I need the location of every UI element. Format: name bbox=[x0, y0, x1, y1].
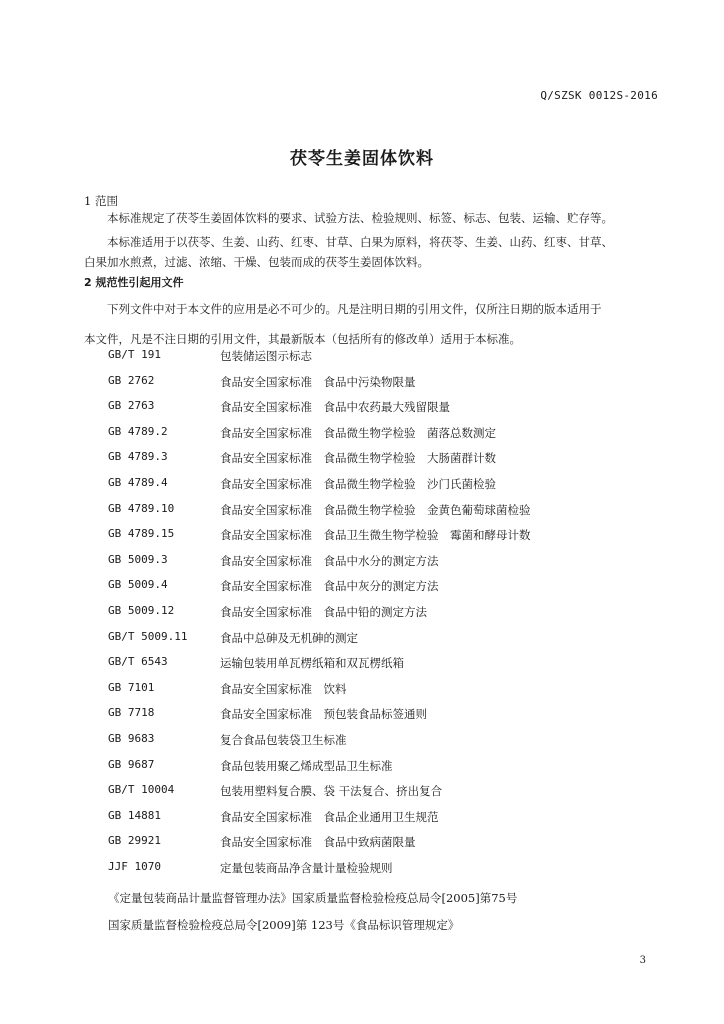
reference-code: GB 5009.4 bbox=[108, 578, 168, 592]
standard-code: Q/SZSK 0012S-2016 bbox=[540, 89, 658, 102]
reference-code: GB 5009.12 bbox=[108, 604, 175, 617]
reference-name: 食品安全国家标准 食品中污染物限量 bbox=[220, 374, 416, 389]
reference-code: GB 2762 bbox=[108, 373, 155, 387]
reference-name: 食品包装用聚乙烯成型品卫生标准 bbox=[220, 758, 393, 773]
reference-name: 食品安全国家标准 预包装食品标签通则 bbox=[220, 707, 427, 722]
reference-code: GB 14881 bbox=[108, 808, 161, 822]
section-1-paragraph-1: 本标准规定了茯苓生姜固体饮料的要求、试验方法、检验规则、标签、标志、包装、运输、贮存等。 bbox=[107, 211, 613, 225]
reference-name: 食品安全国家标准 饮料 bbox=[220, 681, 347, 696]
reference-code: GB 4789.4 bbox=[108, 476, 168, 489]
reference-name: 食品安全国家标准 食品微生物学检验 菌落总数测定 bbox=[220, 425, 496, 440]
reference-code: GB/T 10004 bbox=[108, 783, 175, 797]
reference-name: 食品安全国家标准 食品企业通用卫生规范 bbox=[220, 809, 439, 824]
reference-name: 食品安全国家标准 食品微生物学检验 沙门氏菌检验 bbox=[220, 477, 496, 491]
reference-code: JJF 1070 bbox=[108, 860, 161, 873]
reference-code: GB 29921 bbox=[108, 834, 161, 848]
document-title: 茯苓生姜固体饮料 bbox=[290, 149, 434, 169]
reference-code: GB/T 6543 bbox=[108, 655, 168, 669]
reference-code: GB 4789.2 bbox=[108, 424, 168, 438]
reference-name: 食品安全国家标准 食品中铅的测定方法 bbox=[220, 605, 427, 619]
reference-code: GB/T 191 bbox=[108, 348, 161, 361]
reference-name: 食品安全国家标准 食品中水分的测定方法 bbox=[220, 553, 439, 568]
reference-name: 食品安全国家标准 食品中灰分的测定方法 bbox=[220, 579, 439, 594]
reference-name: 包装储运图示标志 bbox=[220, 349, 312, 363]
reference-code: GB/T 5009.11 bbox=[108, 629, 188, 643]
reference-name: 食品安全国家标准 食品中致病菌限量 bbox=[220, 835, 416, 850]
reference-code: GB 2763 bbox=[108, 399, 155, 413]
page-number: 3 bbox=[639, 955, 646, 966]
reference-name: 复合食品包装袋卫生标准 bbox=[220, 733, 347, 747]
reference-code: GB 4789.3 bbox=[108, 450, 168, 464]
reference-name: 运输包装用单瓦楞纸箱和双瓦楞纸箱 bbox=[220, 656, 404, 671]
reference-name: 食品安全国家标准 食品微生物学检验 大肠菌群计数 bbox=[220, 451, 496, 466]
reference-name: 定量包装商品净含量计量检验规则 bbox=[220, 861, 393, 875]
reference-code: GB 4789.15 bbox=[108, 527, 175, 541]
reference-code: GB 7718 bbox=[108, 706, 155, 720]
section-2-paragraph: 下列文件中对于本文件的应用是必不可少的。凡是注明日期的引用文件，仅所注日期的版本适用于 本文件，凡是不注日期的引用文件，其最新版本（包括所有的修改单）适用于本标准。 bbox=[84, 302, 602, 346]
reference-code: GB 5009.3 bbox=[108, 552, 168, 566]
reference-extra-1: 《定量包装商品计量监督管理办法》国家质量监督检验检疫总局令[2005]第75号 bbox=[108, 891, 518, 905]
reference-name: 包装用塑料复合膜、袋 干法复合、挤出复合 bbox=[220, 784, 443, 799]
reference-name: 食品中总砷及无机砷的测定 bbox=[220, 630, 358, 645]
reference-extra-2: 国家质量监督检验检疫总局令[2009]第 123号《食品标识管理规定》 bbox=[108, 918, 460, 932]
reference-code: GB 9687 bbox=[108, 757, 155, 771]
reference-code: GB 4789.10 bbox=[108, 501, 175, 515]
reference-code: GB 7101 bbox=[108, 680, 155, 694]
section-1-heading: 1 范围 bbox=[84, 194, 118, 208]
reference-name: 食品安全国家标准 食品中农药最大残留限量 bbox=[220, 400, 450, 415]
reference-code: GB 9683 bbox=[108, 732, 155, 745]
reference-name: 食品安全国家标准 食品微生物学检验 金黄色葡萄球菌检验 bbox=[220, 502, 531, 517]
reference-name: 食品安全国家标准 食品卫生微生物学检验 霉菌和酵母计数 bbox=[220, 528, 531, 543]
section-1-paragraph-2: 本标准适用于以茯苓、生姜、山药、红枣、甘草、白果为原料，将茯苓、生姜、山药、红枣、甘草、 白果加水煎煮，过滤、浓缩、干燥、包装而成的茯苓生姜固体饮料。 bbox=[84, 235, 613, 269]
section-2-heading: 2 规范性引起用文件 bbox=[84, 276, 184, 289]
